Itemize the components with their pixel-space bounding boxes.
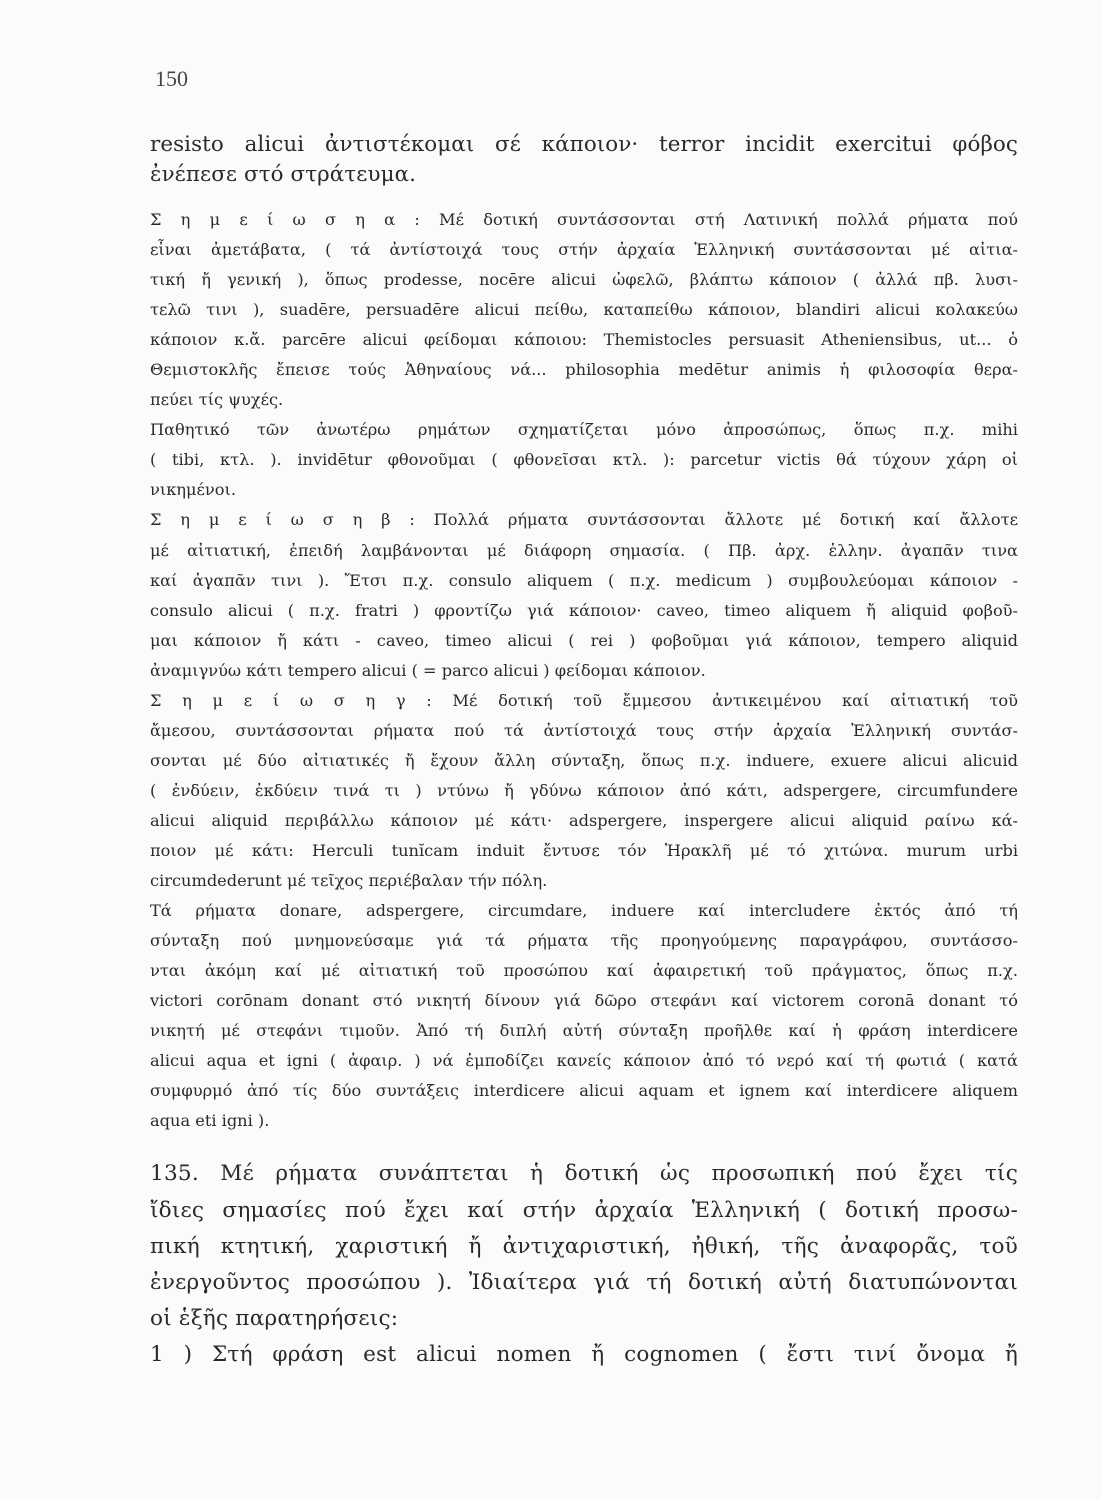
text-line: ποιον μέ κάτι: Herculi tunĭcam induit ἔντυσε τόν Ἡρακλῆ μέ τό χιτώνα. murum urbi [150,840,1018,860]
text-line: ἐνεργοῦντος προσώπου ). Ἰδιαίτερα γιά τή δοτική αὐτή διατυπώνονται [150,1269,1018,1295]
text-line: τική ἤ γενική ), ὅπως prodesse, nocēre alicui ὠφελῶ, βλάπτω κάποιον ( ἀλλά πβ. λυσι- [150,270,1018,290]
text-line: κάποιον κ.ἄ. parcēre alicui φείδομαι κάποιου: Themistocles persuasit Atheniensibus, ut... ὁ [150,330,1018,350]
text-line: circumdederunt μέ τεῖχος περιέβαλαν τήν πόλη. [150,871,548,891]
text-line: aqua eti igni ). [150,1111,270,1131]
text-line: consulo alicui ( π.χ. fratri ) φροντίζω γιά κάποιον· caveo, timeo aliquem ἤ aliquid φοβοῦ- [150,600,1018,620]
text-line: ( tibi, κτλ. ). invidētur φθονοῦμαι ( φθονεῖσαι κτλ. ): parcetur victis θά τύχουν χάρη οἱ [150,450,1018,470]
note-gamma [150,686,1018,896]
section-135 [150,1156,1018,1373]
text-line: ἐνέπεσε στό στράτευμα. [150,162,417,187]
text-line: Τά ρήματα donare, adspergere, circumdare, induere καί intercludere ἐκτός ἀπό τή [150,901,1018,921]
note-alpha [150,205,1018,505]
text-line: ἄμεσου, συντάσσονται ρήματα πού τά ἀντίστοιχά τους στήν ἀρχαία Ἑλληνική συντάσ- [150,720,1018,740]
text-line: συμφυρμό ἀπό τίς δύο συντάξεις interdicere alicui aquam et ignem καί interdicere aliquem [150,1081,1018,1101]
text-line: τελῶ τινι ), suadēre, persuadēre alicui πείθω, καταπείθω κάποιον, blandiri alicui κολακεύω [150,300,1018,320]
text-line: Σ η μ ε ί ω σ η β : Πολλά ρήματα συντάσσονται ἄλλοτε μέ δοτική καί ἄλλοτε [150,510,1018,530]
text-line: νται ἀκόμη καί μέ αἰτιατική τοῦ προσώπου καί ἀφαιρετική τοῦ πράγματος, ὅπως π.χ. [150,961,1018,981]
text-line: πική κτητική, χαριστική ἤ ἀντιχαριστική, ἠθική, τῆς ἀναφορᾶς, τοῦ [150,1233,1018,1259]
text-line: οἱ ἑξῆς παρατηρήσεις: [150,1305,399,1331]
text-line: 1 ) Στή φράση est alicui nomen ἤ cognomen ( ἔστι τινί ὄνομα ἤ [150,1341,1018,1367]
note-beta [150,505,1018,685]
text-line: Σ η μ ε ί ω σ η α : Μέ δοτική συντάσσονται στή Λατινική πολλά ρήματα πού [150,210,1018,229]
text-line: νικητή μέ στεφάνι τιμοῦν. Ἀπό τή διπλή αὐτή σύνταξη προῆλθε καί ἡ φράση interdicere [150,1021,1018,1041]
text-line: alicui aliquid περιβάλλω κάποιον μέ κάτι· adspergere, inspergere alicui aliquid ραίνω κά- [150,810,1018,830]
page-number: 150 [155,66,188,91]
text-line: Παθητικό τῶν ἀνωτέρω ρημάτων σχηματίζεται μόνο ἀπροσώπως, ὅπως π.χ. mihi [150,420,1018,440]
page-text [150,130,1018,1373]
text-line: καί ἀγαπᾶν τινι ). Ἔτσι π.χ. consulo aliquem ( π.χ. medicum ) συμβουλεύομαι κάποιον - [150,570,1018,590]
verbs-paragraph [150,896,1018,1136]
text-line: alicui aqua et igni ( ἀφαιρ. ) νά ἐμποδίζει κανείς κάποιον ἀπό τό νερό καί τή φωτιά ( κατά [150,1051,1018,1071]
intro-paragraph [150,130,1018,190]
text-line: σύνταξη πού μνημονεύσαμε γιά τά ρήματα τῆς προηγούμενης παραγράφου, συντάσσο- [150,931,1018,951]
text-line: Θεμιστοκλῆς ἔπεισε τούς Ἀθηναίους νά... philosophia medētur animis ἡ φιλοσοφία θερα- [150,360,1018,380]
text-line: πεύει τίς ψυχές. [150,390,284,410]
section-heading-line: 135. Μέ ρήματα συνάπτεται ἡ δοτική ὡς προσωπική πού ἔχει τίς [150,1161,1018,1187]
text-line: μέ αἰτιατική, ἐπειδή λαμβάνονται μέ διάφορη σημασία. ( Πβ. ἀρχ. ἑλλην. ἀγαπᾶν τινα [150,540,1018,560]
text-line: victori corōnam donant στό νικητή δίνουν γιά δῶρο στεφάνι καί victorem coronā donant τό [150,991,1018,1011]
text-line: resisto alicui ἀντιστέκομαι σέ κάποιον· terror incidit exercitui φόβος [150,132,1018,157]
text-line: ἀναμιγνύω κάτι tempero alicui ( = parco alicui ) φείδομαι κάποιον. [150,660,706,680]
text-line: νικημένοι. [150,480,236,500]
text-line: σονται μέ δύο αἰτιατικές ἤ ἔχουν ἄλλη σύνταξη, ὅπως π.χ. induere, exuere alicui alicuid [150,750,1018,770]
text-line: ( ἐνδύειν, ἐκδύειν τινά τι ) ντύνω ἤ γδύνω κάποιον ἀπό κάτι, adspergere, circumfundere [150,780,1018,800]
text-line: ἴδιες σημασίες πού ἔχει καί στήν ἀρχαία Ἑλληνική ( δοτική προσω- [150,1197,1018,1223]
text-line: μαι κάποιον ἤ κάτι - caveo, timeo alicui ( rei ) φοβοῦμαι γιά κάποιον, tempero aliquid [150,630,1018,650]
text-line: Σ η μ ε ί ω σ η γ : Μέ δοτική τοῦ ἔμμεσου ἀντικειμένου καί αἰτιατική τοῦ [150,690,1018,710]
text-line: εἶναι ἀμετάβατα, ( τά ἀντίστοιχά τους στήν ἀρχαία Ἑλληνική συντάσσονται μέ αἰτια- [150,240,1018,260]
